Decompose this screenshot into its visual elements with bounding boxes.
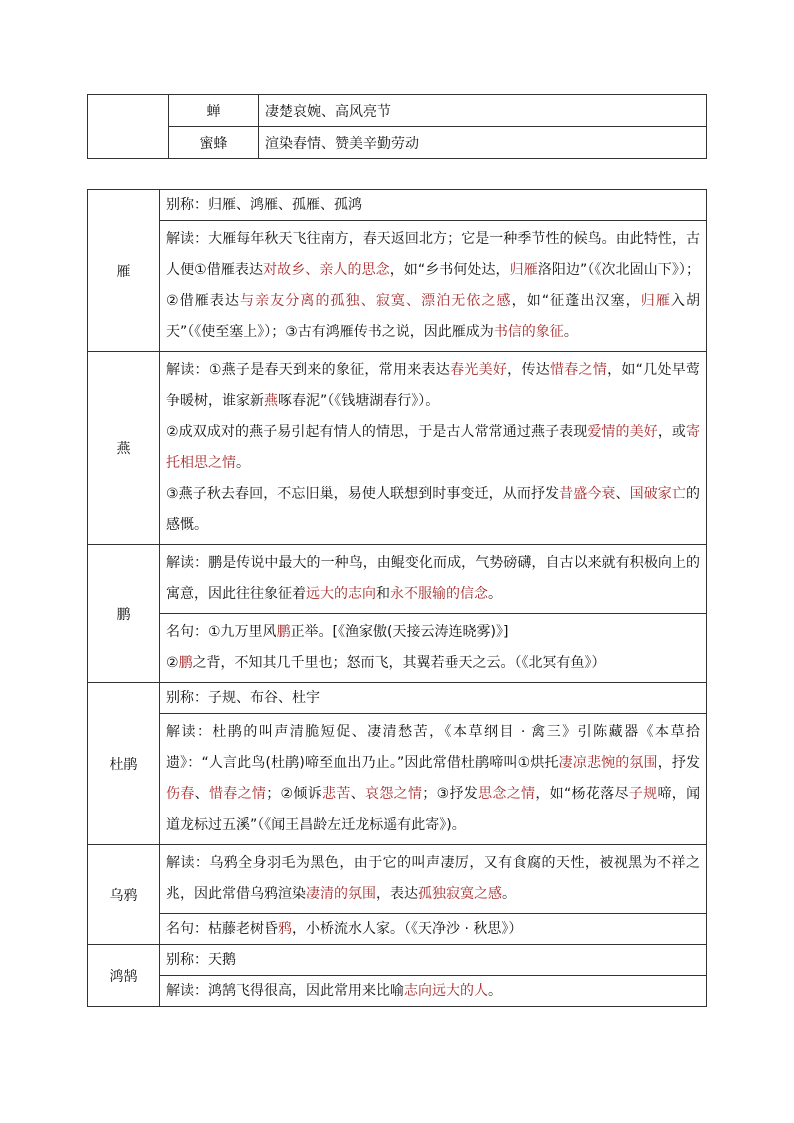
table-row bbox=[88, 95, 707, 127]
table-row bbox=[88, 845, 707, 914]
symbol-name: 蝉 bbox=[169, 95, 259, 127]
symbol-meaning: 渲染春情、赞美辛勤劳动 bbox=[259, 127, 707, 159]
interpretation-text: 解读：大雁每年秋天飞往南方，春天返回北方；它是一种季节性的候鸟。由此特性，古人便①借雁表达对故乡、亲人的思念，如“乡书何处达，归雁洛阳边”（《次北固山下》）；②借雁表达与亲友分离的孤独、寂寞、漂泊无依之感，如“征蓬出汉塞，归雁入胡天”（《使至塞上》）；③古有鸿雁传书之说，因此雁成为书信的象征。 bbox=[160, 221, 707, 352]
bird-label-dujuan: 杜鹃 bbox=[88, 683, 160, 845]
bird-label-swallow: 燕 bbox=[88, 352, 160, 545]
top-table bbox=[87, 94, 707, 159]
famous-lines-text: 名句：枯藤老树昏鸦，小桥流水人家。（《天净沙 · 秋思》） bbox=[160, 914, 707, 945]
symbol-meaning: 凄楚哀婉、高风亮节 bbox=[259, 95, 707, 127]
table-row bbox=[88, 945, 707, 976]
alias-text: 别称：归雁、鸿雁、孤雁、孤鸿 bbox=[160, 190, 707, 221]
table-row bbox=[88, 190, 707, 221]
interpretation-text: 解读：鹏是传说中最大的一种鸟，由鲲变化而成，气势磅礴，自古以来就有积极向上的寓意，因此往往象征着远大的志向和永不服输的信念。 bbox=[160, 545, 707, 614]
table-row bbox=[88, 614, 707, 683]
interpretation-text: 解读：①燕子是春天到来的象征，常用来表达春光美好，传达惜春之情，如“几处早莺争暖树，谁家新燕啄春泥”（《钱塘湖春行》）。 ②成双成对的燕子易引起有情人的情思，于是古人常常通过燕子表现爱情的美好，或寄托相思之情。 ③燕子秋去春回，不忘旧巢，易使人联想到时事变迁，从而抒发昔盛今衰、国破家亡的感慨。 bbox=[160, 352, 707, 545]
interpretation-text: 解读：杜鹃的叫声清脆短促、凄清愁苦，《本草纲目 · 禽三》引陈藏器《本草拾遗》：“人言此鸟(杜鹃)啼至血出乃止。”因此常借杜鹃啼叫①烘托凄凉悲惋的氛围，抒发伤春、惜春之情；②倾诉悲苦、哀怨之情；③抒发思念之情，如“杨花落尽子规啼，闻道龙标过五溪”（《闻王昌龄左迁龙标遥有此寄》)。 bbox=[160, 714, 707, 845]
interpretation-text: 解读：鸿鹄飞得很高，因此常用来比喻志向远大的人。 bbox=[160, 976, 707, 1007]
table-row bbox=[88, 976, 707, 1007]
table-row bbox=[88, 352, 707, 545]
table-row bbox=[88, 545, 707, 614]
bird-label-yan: 雁 bbox=[88, 190, 160, 352]
alias-text: 别称：子规、布谷、杜宇 bbox=[160, 683, 707, 714]
bird-label-honghu: 鸿鹄 bbox=[88, 945, 160, 1007]
table-row bbox=[88, 914, 707, 945]
table-row bbox=[88, 683, 707, 714]
blank-cell bbox=[88, 95, 169, 159]
symbol-name: 蜜蜂 bbox=[169, 127, 259, 159]
interpretation-text: 解读：乌鸦全身羽毛为黑色，由于它的叫声凄厉，又有食腐的天性，被视黑为不祥之兆，因此常借乌鸦渲染凄清的氛围，表达孤独寂寞之感。 bbox=[160, 845, 707, 914]
alias-text: 别称：天鹅 bbox=[160, 945, 707, 976]
table-row bbox=[88, 221, 707, 352]
bird-label-peng: 鹏 bbox=[88, 545, 160, 683]
table-row bbox=[88, 714, 707, 845]
bird-imagery-table bbox=[87, 189, 707, 1007]
bird-label-wuya: 乌鸦 bbox=[88, 845, 160, 945]
famous-lines-text: 名句：①九万里风鹏正举。[《渔家傲(天接云涛连晓雾)》] ②鹏之背，不知其几千里也；怒而飞，其翼若垂天之云。（《北冥有鱼》） bbox=[160, 614, 707, 683]
table-row bbox=[88, 127, 707, 159]
